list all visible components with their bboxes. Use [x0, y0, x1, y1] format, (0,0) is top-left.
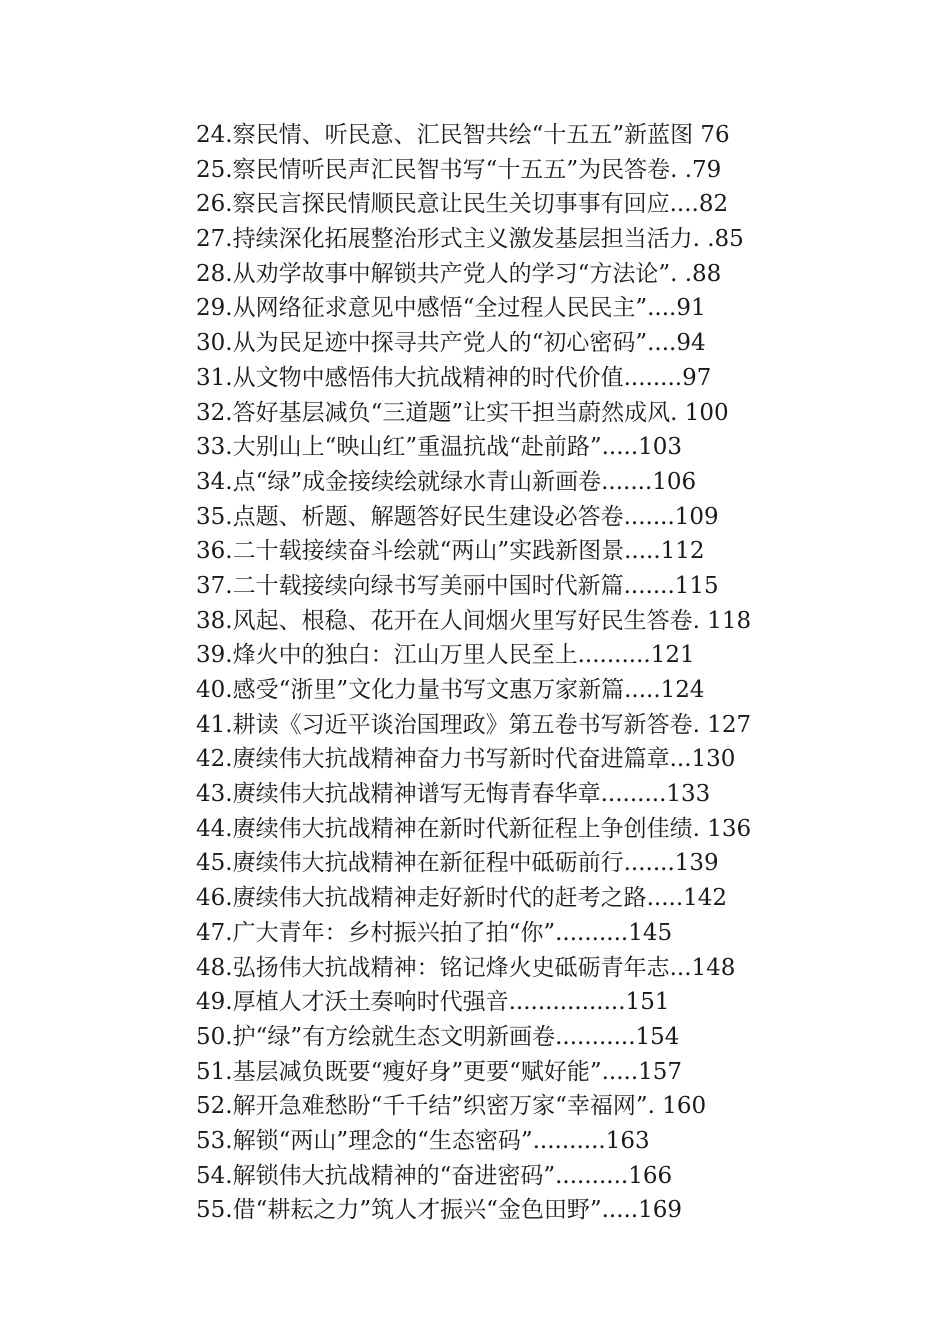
- toc-entry: 53.解锁“两山”理念的“生态密码”..........163: [196, 1127, 650, 1154]
- toc-entry: 44.赓续伟大抗战精神在新时代新征程上争创佳绩. 136: [196, 815, 752, 842]
- toc-entry: 26.察民言探民情顺民意让民生关切事事有回应....82: [196, 191, 729, 218]
- toc-entry: 39.烽火中的独白：江山万里人民至上..........121: [196, 642, 695, 669]
- toc-entry: 49.厚植人才沃土奏响时代强音................151: [196, 989, 670, 1016]
- toc-entry: 42.赓续伟大抗战精神奋力书写新时代奋进篇章...130: [196, 746, 736, 773]
- toc-entry: 24.察民情、听民意、汇民智共绘“十五五”新蓝图 76: [196, 122, 730, 148]
- toc-entry: 50.护“绿”有方绘就生态文明新画卷...........154: [196, 1023, 680, 1050]
- toc-entry: 40.感受“浙里”文化力量书写文惠万家新篇.....124: [196, 677, 705, 703]
- toc-entry: 37.二十载接续向绿书写美丽中国时代新篇.......115: [196, 572, 719, 599]
- toc-entry: 25.察民情听民声汇民智书写“十五五”为民答卷. .79: [196, 156, 722, 183]
- toc-entry: 34.点“绿”成金接续绘就绿水青山新画卷.......106: [196, 468, 697, 495]
- toc-entry: 29.从网络征求意见中感悟“全过程人民民主”....91: [196, 295, 706, 322]
- toc-entry: 27.持续深化拓展整治形式主义激发基层担当活力. .85: [196, 226, 744, 253]
- toc-entry: 31.从文物中感悟伟大抗战精神的时代价值........97: [196, 364, 712, 391]
- toc-entry: 51.基层减负既要“瘦好身”更要“赋好能”.....157: [196, 1058, 683, 1085]
- toc-entry: 48.弘扬伟大抗战精神：铭记烽火史砥砺青年志...148: [196, 954, 736, 981]
- toc-entry: 55.借“耕耘之力”筑人才振兴“金色田野”.....169: [196, 1197, 683, 1224]
- toc-entry: 41.耕读《习近平谈治国理政》第五卷书写新答卷. 127: [196, 711, 752, 738]
- toc-entry: 52.解开急难愁盼“千千结”织密万家“幸福网”. 160: [196, 1093, 707, 1120]
- toc-entry: 43.赓续伟大抗战精神谱写无悔青春华章.........133: [196, 781, 711, 808]
- toc-entry: 45.赓续伟大抗战精神在新征程中砥砺前行.......139: [196, 850, 719, 877]
- toc-entry: 38.风起、根稳、花开在人间烟火里写好民生答卷. 118: [196, 607, 752, 634]
- toc-entry: 47.广大青年：乡村振兴拍了拍“你”..........145: [196, 919, 673, 946]
- toc-entry: 35.点题、析题、解题答好民生建设必答卷.......109: [196, 503, 719, 530]
- toc-entry: 33.大别山上“映山红”重温抗战“赴前路”.....103: [196, 434, 683, 461]
- toc-entry: 32.答好基层减负“三道题”让实干担当蔚然成风. 100: [196, 399, 729, 426]
- toc-entry: 36.二十载接续奋斗绘就“两山”实践新图景.....112: [196, 538, 705, 565]
- toc-entry: 46.赓续伟大抗战精神走好新时代的赶考之路.....142: [196, 885, 728, 912]
- toc-entry: 30.从为民足迹中探寻共产党人的“初心密码”....94: [196, 330, 706, 357]
- table-of-contents: [196, 118, 806, 1228]
- toc-entry: 54.解锁伟大抗战精神的“奋进密码”..........166: [196, 1162, 673, 1189]
- toc-entry: 28.从劝学故事中解锁共产党人的学习“方法论”. .88: [196, 260, 722, 287]
